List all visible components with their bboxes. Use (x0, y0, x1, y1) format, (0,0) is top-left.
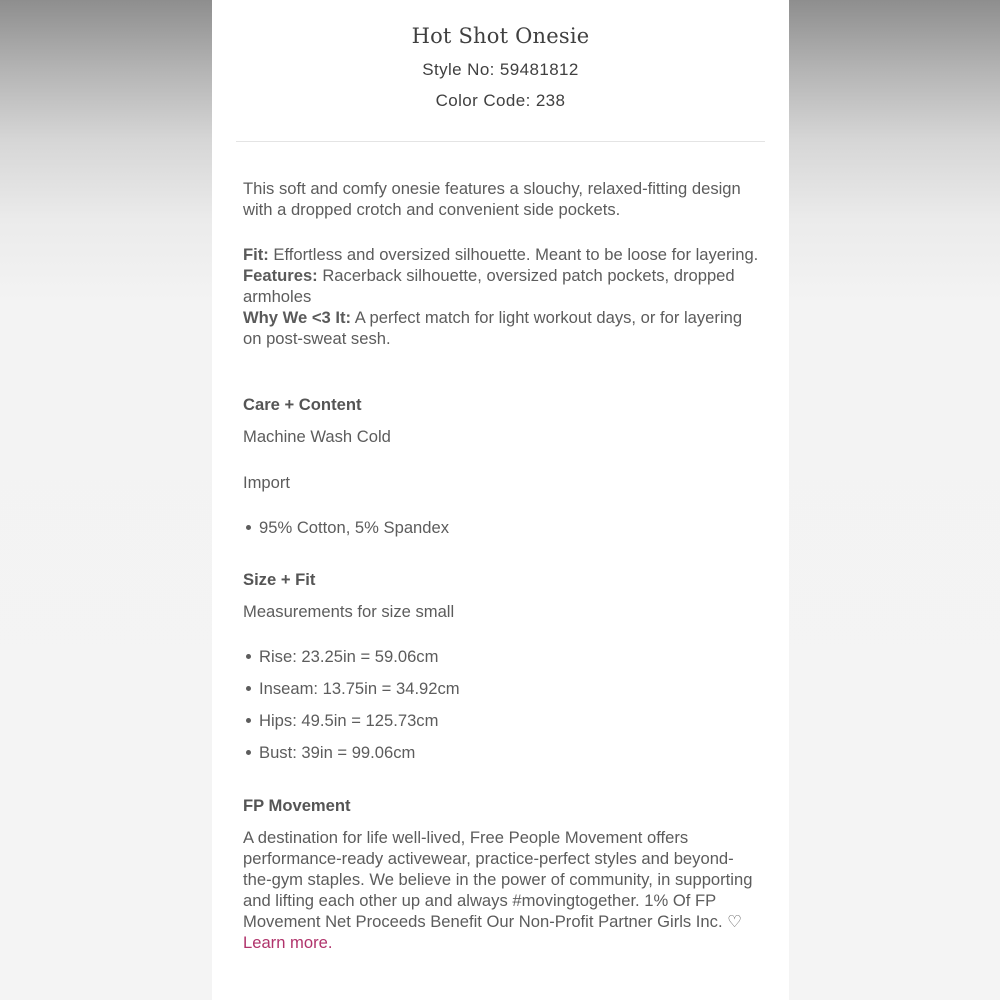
learn-more-link[interactable]: Learn more. (243, 933, 333, 952)
care-origin: Import (243, 473, 291, 492)
why-text: A perfect match for light workout days, or for layering on post-sweat sesh. (243, 308, 743, 348)
product-header (212, 0, 789, 111)
product-title: Hot Shot Onesie (411, 24, 590, 48)
list-item: 95% Cotton, 5% Spandex (243, 517, 759, 538)
why-line (243, 307, 759, 349)
brand-heading: FP Movement (243, 796, 351, 815)
materials-list (243, 517, 759, 538)
heart-icon: ♡ (727, 912, 743, 931)
size-heading: Size + Fit (243, 570, 316, 589)
features-line (243, 265, 759, 307)
color-code: Color Code: 238 (435, 91, 566, 110)
list-item: Inseam: 13.75in = 34.92cm (243, 678, 759, 699)
brand-body: A destination for life well-lived, Free People Movement offers performance-ready activewear, practice-perfect styles and beyond-the-gym staples. We believe in the power of community, in supporting and lifting each other up and always #movingtogether. 1% Of FP Movement Net Proceeds Benefit Our Non-Profit Partner Girls Inc. (243, 828, 753, 931)
list-item: Rise: 23.25in = 59.06cm (243, 646, 759, 667)
list-item: Hips: 49.5in = 125.73cm (243, 710, 759, 731)
care-heading: Care + Content (243, 395, 362, 414)
features-label: Features: (243, 266, 318, 285)
fit-text: Effortless and oversized silhouette. Meant to be loose for layering. (268, 245, 759, 264)
care-wash: Machine Wash Cold (243, 427, 391, 446)
features-text: Racerback silhouette, oversized patch pockets, dropped armholes (243, 266, 735, 306)
product-details-card (212, 0, 789, 1000)
description-intro: This soft and comfy onesie features a slouchy, relaxed-fitting design with a dropped crotch and convenient side pockets. (243, 179, 741, 219)
style-number: Style No: 59481812 (422, 60, 579, 79)
list-item: Bust: 39in = 99.06cm (243, 742, 759, 763)
brand-text (243, 827, 759, 953)
size-intro: Measurements for size small (243, 602, 455, 621)
product-description (212, 142, 789, 953)
fit-line (243, 244, 759, 265)
measurements-list (243, 646, 759, 763)
why-label: Why We <3 It: (243, 308, 352, 327)
fit-label: Fit: (243, 245, 269, 264)
